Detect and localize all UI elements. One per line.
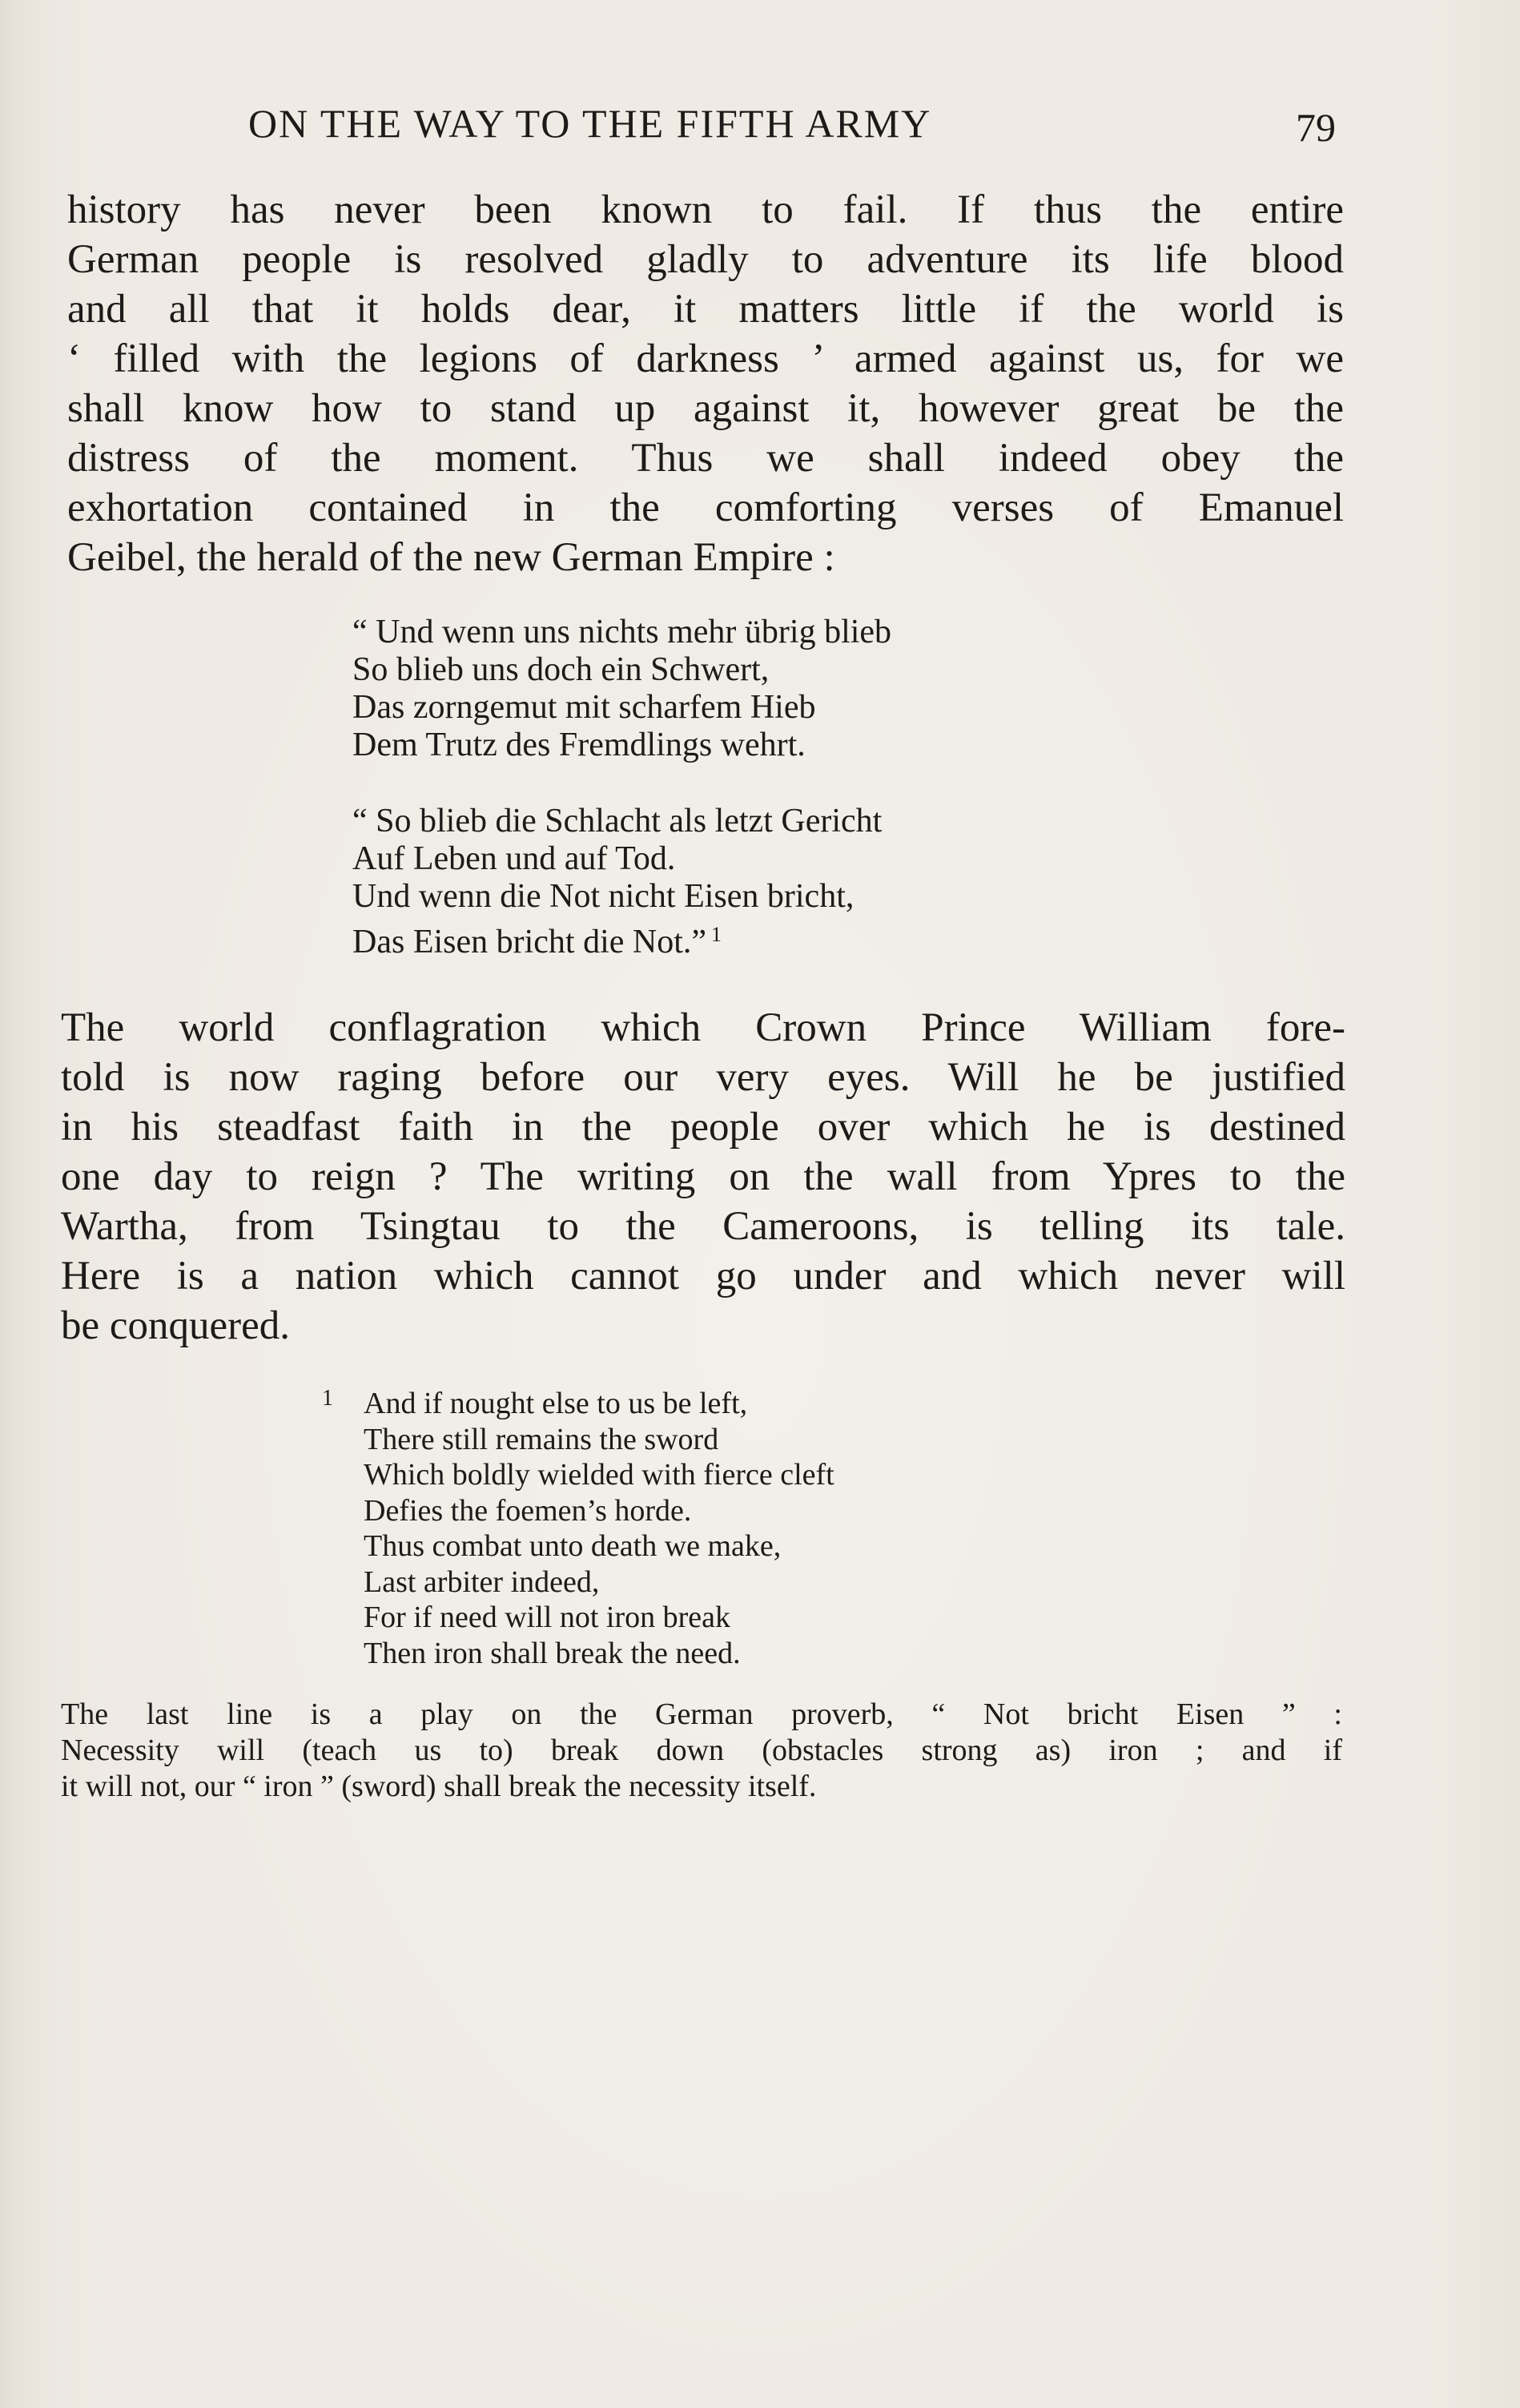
- footnote-line: Last arbiter indeed,: [364, 1564, 600, 1599]
- footnote-line: And if nought else to us be left,: [364, 1387, 748, 1420]
- footnote-line: Which boldly wielded with fierce cleft: [364, 1458, 834, 1492]
- text-line: exhortation contained in the comforting verses of Emanuel: [67, 485, 1344, 530]
- paragraph-1: [67, 185, 1344, 582]
- verse-line: So blieb uns doch ein Schwert,: [352, 651, 770, 688]
- poem-stanza-2: [352, 803, 882, 961]
- text-line: The world conflagration which Crown Prince William fore-: [61, 1005, 1345, 1050]
- footnote-marker: 1: [322, 1386, 333, 1411]
- verse-line: Und wenn die Not nicht Eisen bricht,: [352, 878, 854, 915]
- page-number: 79: [1296, 105, 1336, 150]
- verse-line-text: Das Eisen bricht die Not.”: [352, 924, 707, 960]
- text-line: distress of the moment. Thus we shall indeed obey the: [67, 436, 1344, 481]
- text-line: Geibel, the herald of the new German Empire :: [67, 535, 835, 580]
- text-line: in his steadfast faith in the people over which he is destined: [61, 1105, 1345, 1150]
- footnote-explanation: [61, 1697, 1342, 1805]
- text-line: German people is resolved gladly to adventure its life blood: [67, 237, 1344, 282]
- footnote-line: For if need will not iron break: [364, 1601, 731, 1634]
- text-line: one day to reign ? The writing on the wall from Ypres to the: [61, 1154, 1345, 1199]
- footnote-note-line: The last line is a play on the German proverb, “ Not bricht Eisen ” :: [61, 1697, 1342, 1731]
- text-line: and all that it holds dear, it matters little if the world is: [67, 287, 1344, 332]
- running-title: ON THE WAY TO THE FIFTH ARMY: [248, 101, 932, 146]
- footnote-reference[interactable]: 1: [711, 923, 722, 946]
- footnote-line: Thus combat unto death we make,: [364, 1529, 782, 1563]
- text-line: Wartha, from Tsingtau to the Cameroons, is telling its tale.: [61, 1204, 1345, 1249]
- verse-line: Auf Leben und auf Tod.: [352, 840, 676, 877]
- footnote-line: Then iron shall break the need.: [364, 1636, 741, 1670]
- verse-line: “ So blieb die Schlacht als letzt Gericht: [352, 803, 883, 840]
- text-line: told is now raging before our very eyes. Will he be justified: [61, 1055, 1345, 1100]
- verse-line: [352, 916, 882, 961]
- text-line: ‘ filled with the legions of darkness ’ armed against us, for we: [67, 336, 1344, 381]
- verse-line: Dem Trutz des Fremdlings wehrt.: [352, 727, 806, 763]
- footnote-note-line: it will not, our “ iron ” (sword) shall break the necessity itself.: [61, 1770, 817, 1803]
- poem-stanza-1: [352, 614, 891, 764]
- footnote-note-line: Necessity will (teach us to) break down (obstacles strong as) iron ; and if: [61, 1734, 1342, 1767]
- text-line: Here is a nation which cannot go under and which never will: [61, 1254, 1345, 1299]
- text-line: history has never been known to fail. If thus the entire: [67, 187, 1344, 232]
- footnote-translation: [322, 1386, 834, 1671]
- text-line: shall know how to stand up against it, however great be the: [67, 386, 1344, 431]
- footnote-line: There still remains the sword: [364, 1422, 719, 1456]
- verse-line: “ Und wenn uns nichts mehr übrig blieb: [352, 614, 892, 650]
- footnote-line: Defies the foemen’s horde.: [364, 1493, 692, 1528]
- paragraph-2: [61, 1003, 1345, 1351]
- text-line: be conquered.: [61, 1303, 291, 1348]
- verse-line: Das zorngemut mit scharfem Hieb: [352, 689, 816, 726]
